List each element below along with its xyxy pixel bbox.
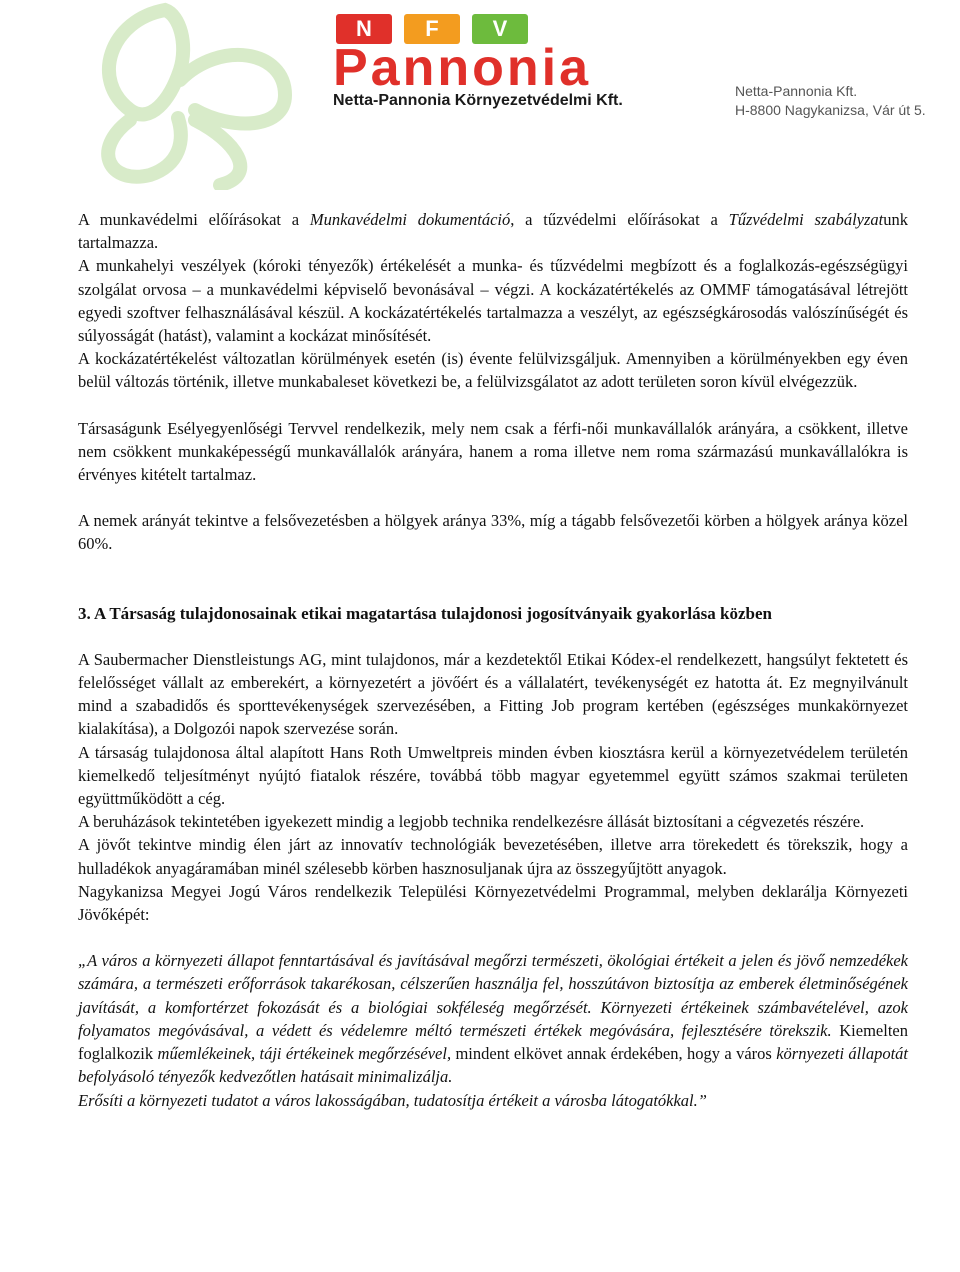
quote-last-line — [78, 1089, 908, 1112]
quote-paragraph — [78, 949, 908, 1088]
quote-text-e: környezeti állapotát befolyásoló tényezők kedvezőtlen hatásait minimalizálja. — [78, 1044, 908, 1087]
paragraph-9: A jövőt tekintve mindig élen járt az innovatív technológiák bevezetésében, illetve arra törekedett és törekszik, hogy a hulladékok anyagáramában minél szélesebb körben hasznosuljanak újra az összegyűjtött anyagok. — [78, 835, 908, 878]
p1-text-c: , a tűzvédelmi előírásokat a — [510, 210, 729, 229]
quote-text-f: Erősíti a környezeti tudatot a város lakosságában, tudatosítja értékeit a városba látogatókkal.” — [78, 1090, 707, 1110]
logo-tile-f: F — [404, 14, 460, 44]
butterfly-logo-icon — [70, 0, 330, 190]
paragraph-4: Társaságunk Esélyegyenlőségi Tervvel rendelkezik, mely nem csak a férfi-női munkavállalók arányára, a csökkent, illetve nem csökkent munkaképességű munkavállalók arányára, hanem a roma illetve nem roma származású munkavállalókra is érvényes kitételt tartalmaz. — [78, 418, 908, 485]
brand-name: Pannonia — [333, 39, 592, 97]
quote-text-c: műemlékeinek, táji értékeinek megőrzésével, — [157, 1044, 452, 1064]
p1-text-a: A munkavédelmi előírásokat a — [78, 210, 310, 229]
company-address — [735, 82, 926, 120]
company-full-name: Netta-Pannonia Környezetvédelmi Kft. — [333, 92, 623, 109]
quote-text-a: „A város a környezeti állapot fenntartásával és javításával megőrzi természeti, ökológiai értékeit a jelen és jövő nemzedékek számára, a természeti erőforrások takarékosan, célszerűen használja fel, hosszútávon biztosítja az emberek életminőségének javítását, a komfortérzet fokozását és a biológiai sokféleség megőrzését. Környezeti értékeinek számbavételével, azok folyamatos megóvásával, a védett és védelemre méltó természeti értékek megóvására, fejlesztésére törekszik. — [78, 951, 908, 1040]
quote-text-d: mindent elkövet annak érdekében, hogy a város — [451, 1044, 777, 1064]
paragraph-8: A beruházások tekintetében igyekezett mindig a legjobb technika rendelkezésre állását biztosítani a cégvezetés részére. — [78, 812, 865, 832]
section-heading: 3. A Társaság tulajdonosainak etikai magatartása tulajdonosi jogosítványaik gyakorlása közben — [78, 603, 772, 623]
paragraph-2: A munkahelyi veszélyek (kóroki tényezők) értékelését a munka- és tűzvédelmi megbízott és a foglalkozás-egészségügyi szolgálat orvosa – a munkavédelmi képviselő bevonásával – végzi. A kockázatértékelés az OMMF támogatásával létrejött egyedi szoftver felhasználásával készül. A kockázatértékelés tartalmazza a veszélyt, az egészségkárosodás valószínűségét és súlyosságát (hatást), valamint a kockázat minősítését. — [78, 256, 908, 346]
p1-text-e: unk tartalmazza. — [78, 210, 908, 253]
quote-text-b: Kiemelten foglalkozik — [78, 1020, 908, 1064]
p1-text-b: Munkavédelmi dokumentáció — [309, 210, 511, 229]
logo-tile-v: V — [472, 14, 528, 44]
paragraph-7: A társaság tulajdonosa által alapított Hans Roth Umweltpreis minden évben kiosztásra kerül a környezetvédelem területén kiemelkedő teljesítményt nyújtó fiatalok részére, továbbá több magyar egyetemmel együtt számos szakmai területen együttműködött a cég. — [78, 742, 908, 809]
logo-tile-n: N — [336, 14, 392, 44]
address-line-1: Netta-Pannonia Kft. — [735, 83, 858, 99]
paragraph-1 — [78, 208, 908, 254]
paragraph-5: A nemek arányát tekintve a felsővezetésben a hölgyek aránya 33%, míg a tágabb felsővezetői körben a hölgyek aránya közel 60%. — [78, 511, 908, 554]
p1-text-d: Tűzvédelmi szabályzat — [728, 210, 884, 229]
letterhead — [0, 0, 960, 190]
paragraph-3: A kockázatértékelést változatlan körülmények esetén (is) évente felülvizsgáljuk. Amennyiben a körülményekben egy éven belül változás történik, illetve munkabaleset következi be, a felülvizsgálatot az adott területen soron kívül elvégezzük. — [78, 349, 908, 392]
paragraph-10: Nagykanizsa Megyei Jogú Város rendelkezik Települési Környezetvédelmi Programmal, melyben deklarálja Környezeti Jövőképét: — [78, 881, 908, 925]
address-line-2: H-8800 Nagykanizsa, Vár út 5. — [735, 102, 926, 118]
document-body — [78, 208, 908, 1112]
paragraph-6: A Saubermacher Dienstleistungs AG, mint tulajdonos, már a kezdetektől Etikai Kódex-el rendelkezett, hangsúlyt fektetett és felelősséget vállalt az emberekért, a környezetért a jövőért és a vállalatért, tevékenységét ez hatotta át. Ez megnyilvánult mind a szabadidős és sporttevékenységek szervezésében, a Fitting Job program kertében (egészséges munkakörnyezet kialakítása), a Dolgozói napok szervezése során. — [78, 649, 908, 739]
